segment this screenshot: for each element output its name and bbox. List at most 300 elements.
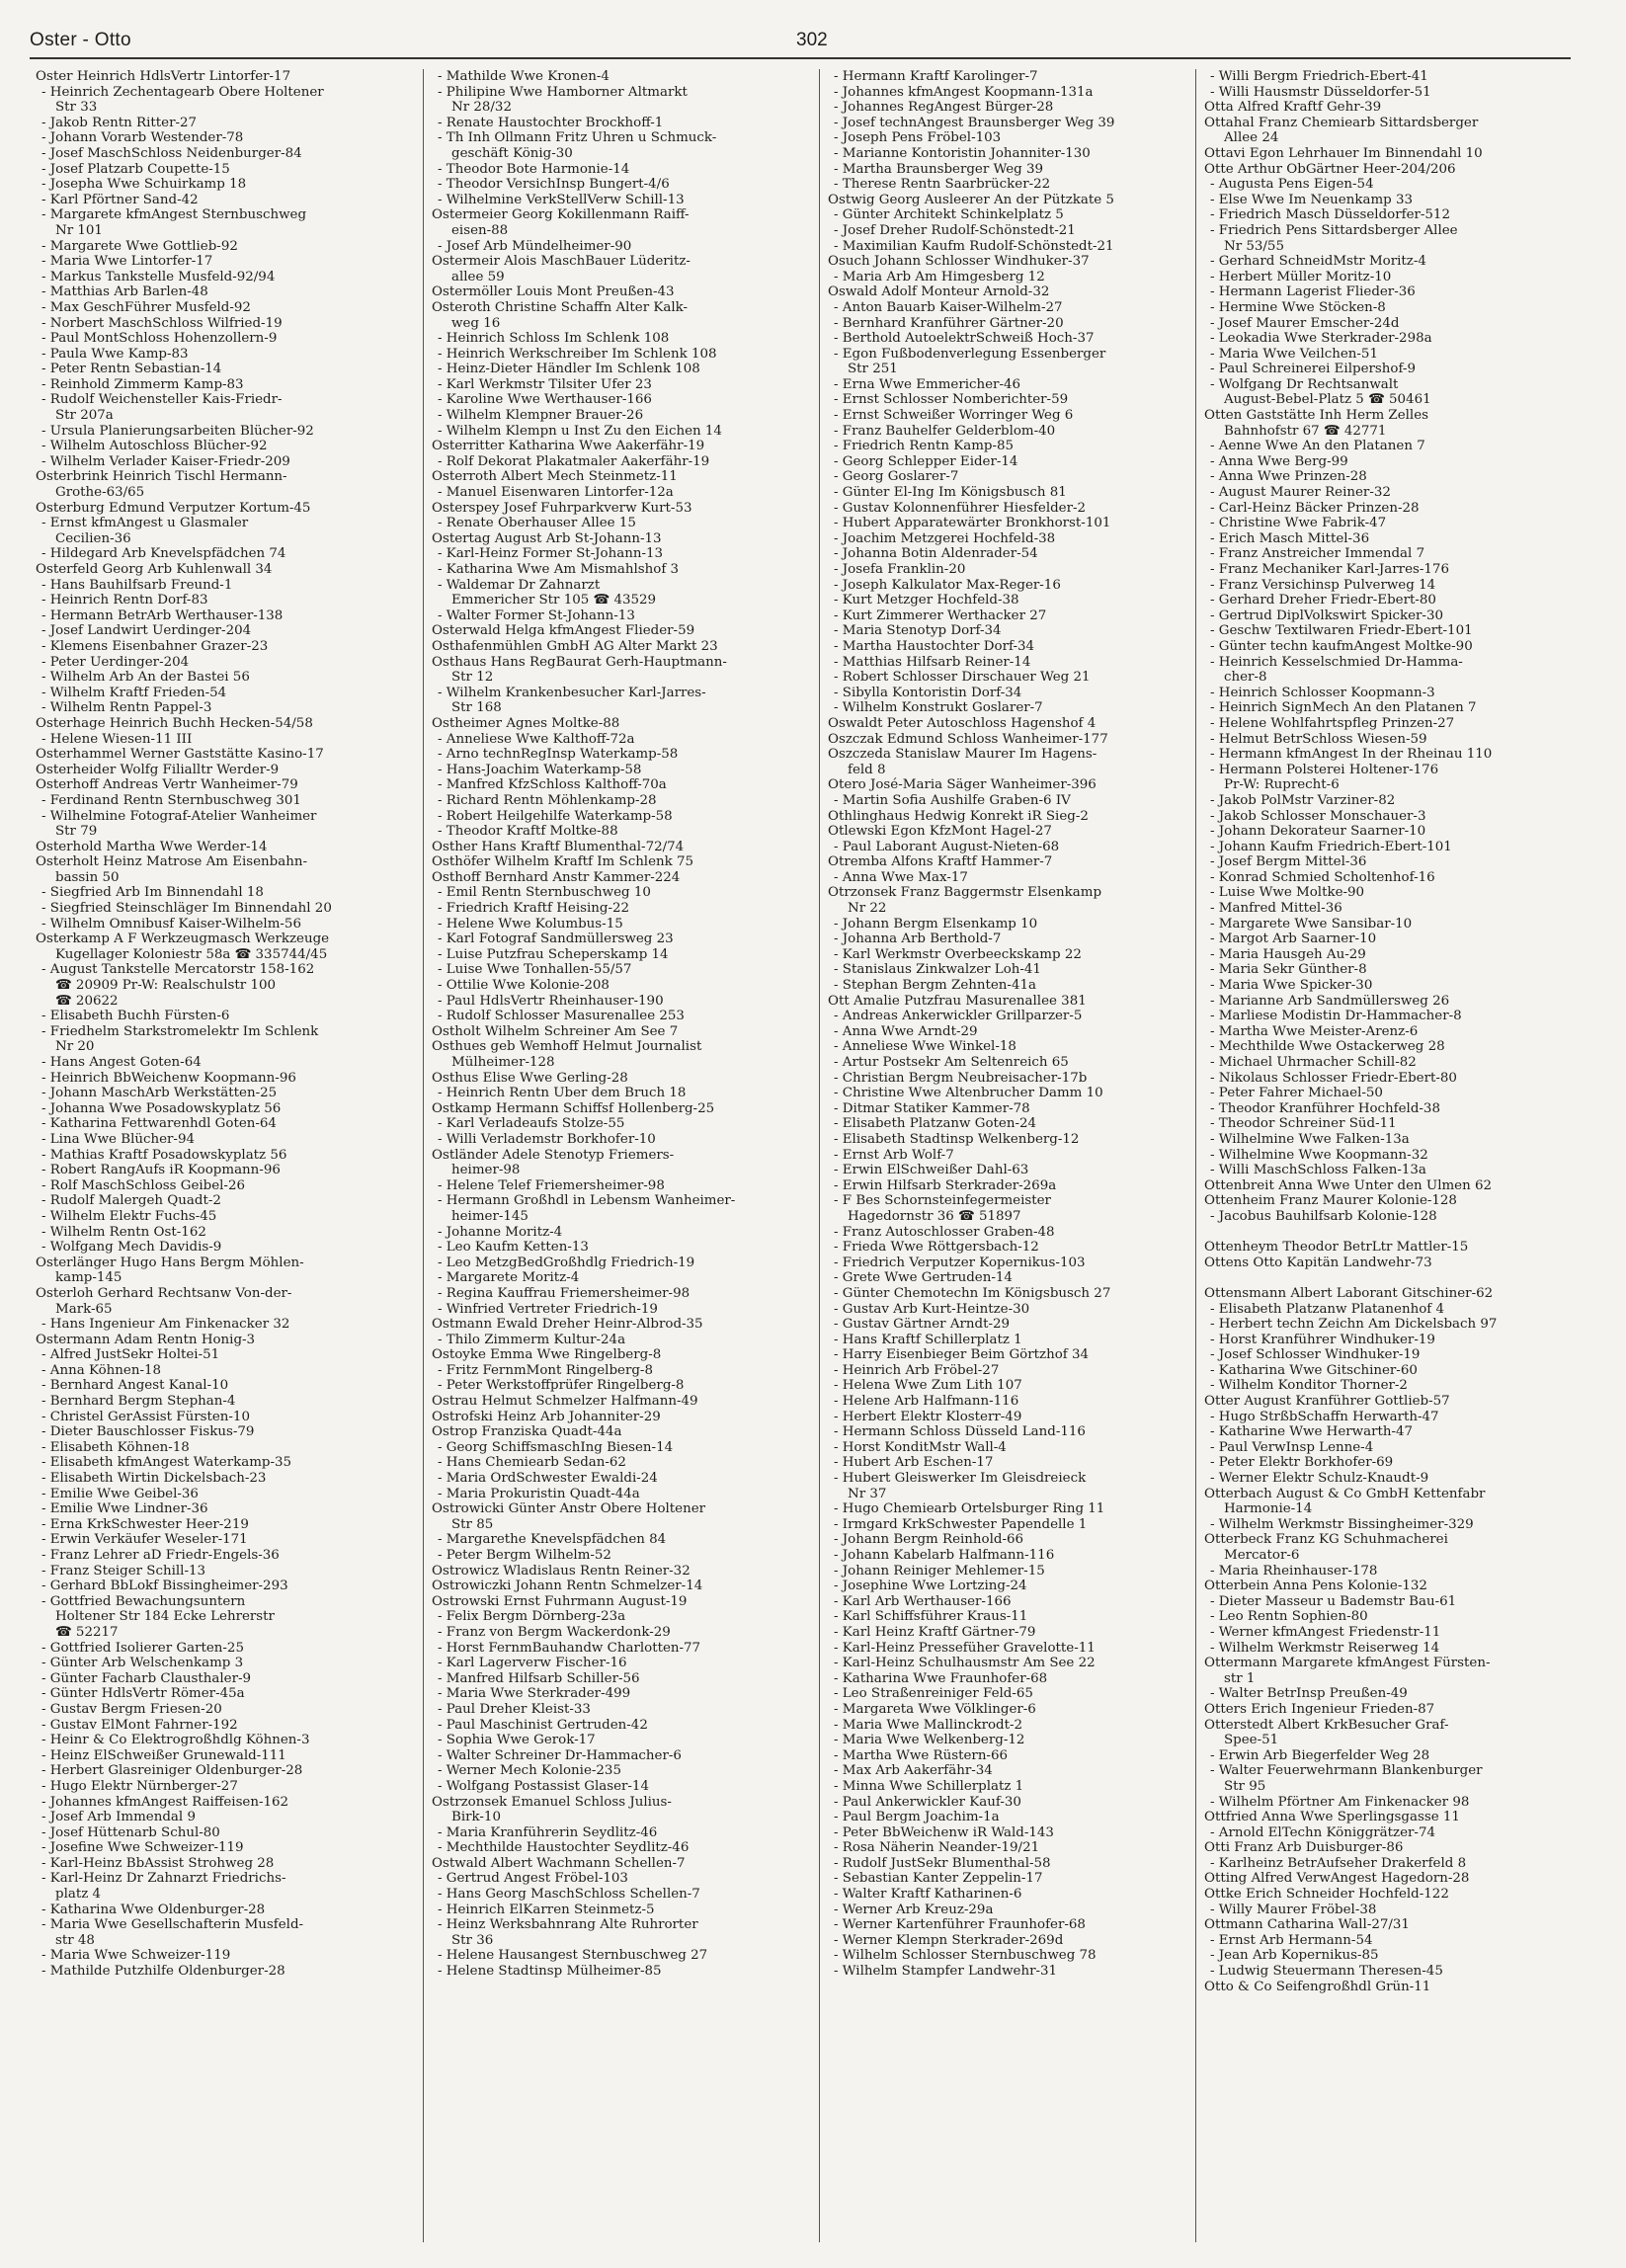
directory-entry-line: Str 12 [451, 670, 494, 686]
directory-entry-line: - Gustav ElMont Fahrner-192 [41, 1717, 238, 1733]
directory-entry-line: Str 33 [55, 100, 98, 116]
directory-entry-line: Ottahal Franz Chemiearb Sittardsberger [1204, 115, 1479, 130]
directory-entry-line: - Johannes kfmAngest Raiffeisen-162 [41, 1794, 289, 1810]
directory-entry-line: - Wilhelmine VerkStellVerw Schill-13 [438, 192, 685, 207]
directory-entry-line: - Leo Straßenreiniger Feld-65 [834, 1686, 1033, 1702]
directory-entry-line: Ostrofski Heinz Arb Johanniter-29 [432, 1409, 661, 1424]
directory-entry-line: Osterspey Josef Fuhrparkverw Kurt-53 [432, 500, 692, 516]
directory-entry-line: Oster Heinrich HdlsVertr Lintorfer-17 [36, 69, 291, 84]
directory-entry-line: - Horst KonditMstr Wall-4 [834, 1439, 1007, 1455]
directory-entry-line: - Heinrich ElKarren Steinmetz-5 [438, 1902, 655, 1917]
directory-entry-line: - Manfred Hilfsarb Schiller-56 [438, 1670, 640, 1686]
directory-entry-line: - Luise Wwe Tonhallen-55/57 [438, 962, 632, 978]
directory-entry-line: - Margarete Moritz-4 [438, 1270, 580, 1286]
directory-entry-line: - Arno technRegInsp Waterkamp-58 [438, 747, 679, 763]
directory-entry-line: - Gustav Bergm Friesen-20 [41, 1701, 222, 1717]
directory-entry-line: - Karl Lagerverw Fischer-16 [438, 1656, 627, 1671]
directory-entry-line: Ostrowski Ernst Fuhrmann August-19 [432, 1593, 688, 1609]
directory-entry-line: - Paul Dreher Kleist-33 [438, 1701, 591, 1717]
directory-entry-line: - Karl Heinz Kraftf Gärtner-79 [834, 1624, 1036, 1640]
directory-entry-line: - Erna Wwe Emmericher-46 [834, 376, 1021, 392]
directory-entry-line: kamp-145 [55, 1270, 122, 1286]
directory-entry-line: - Stephan Bergm Zehnten-41a [834, 978, 1036, 994]
directory-entry-line: - Anna Wwe Prinzen-28 [1210, 469, 1367, 485]
directory-entry-line: Str 207a [55, 408, 114, 424]
directory-entry-line: Ostländer Adele Stenotyp Friemers- [432, 1147, 675, 1163]
directory-entry-line: - Hans-Joachim Waterkamp-58 [438, 762, 642, 777]
directory-entry-line: - Maria Wwe Spicker-30 [1210, 978, 1373, 994]
directory-entry-line: - Josef Hüttenarb Schul-80 [41, 1824, 220, 1840]
directory-entry-line: - Maria Sekr Günther-8 [1210, 962, 1367, 978]
directory-entry-line: Osuch Johann Schlosser Windhuker-37 [828, 254, 1090, 270]
directory-entry-line: - F Bes Schornsteinfegermeister [834, 1193, 1051, 1209]
directory-entry-line: Otterstedt Albert KrkBesucher Graf- [1204, 1717, 1449, 1733]
directory-entry-line: - Katharina Wwe Oldenburger-28 [41, 1902, 266, 1917]
directory-entry-line: - Leo Kaufm Ketten-13 [438, 1240, 589, 1256]
directory-entry-line: - Elisabeth Buchh Fürsten-6 [41, 1009, 230, 1024]
directory-entry-line: - Anna Wwe Arndt-29 [834, 1023, 978, 1039]
directory-entry-line: - Heinrich BbWeichenw Koopmann-96 [41, 1070, 296, 1086]
directory-entry-line: - Konrad Schmied Scholtenhof-16 [1210, 869, 1435, 885]
directory-entry-line: - Anna Wwe Berg-99 [1210, 453, 1348, 469]
directory-entry-line: - Emilie Wwe Geibel-36 [41, 1486, 199, 1501]
directory-entry-line: - Martha Haustochter Dorf-34 [834, 638, 1035, 654]
directory-entry-line: - Herbert techn Zeichn Am Dickelsbach 97 [1210, 1317, 1498, 1333]
directory-entry-line: - Jakob Schlosser Monschauer-3 [1210, 808, 1426, 824]
directory-entry-line: - Minna Wwe Schillerplatz 1 [834, 1778, 1024, 1794]
directory-entry-line: - Helene Telef Friemersheimer-98 [438, 1177, 665, 1193]
directory-entry-line: Otterbeck Franz KG Schuhmacherei [1204, 1532, 1448, 1548]
directory-entry-line: - Maria Wwe Welkenberg-12 [834, 1733, 1025, 1748]
directory-entry-line: - Ernst kfmAngest u Glasmaler [41, 516, 249, 531]
directory-entry-line: - Geschw Textilwaren Friedr-Ebert-101 [1210, 623, 1473, 639]
directory-entry-line: - Karl Verladeaufs Stolze-55 [438, 1116, 625, 1132]
directory-entry-line: - Hans Bauhilfsarb Freund-1 [41, 577, 233, 593]
directory-entry-line: - Maria Wwe Schweizer-119 [41, 1948, 231, 1964]
directory-entry-line: Grothe-63/65 [55, 485, 145, 501]
directory-entry-line: - Robert RangAufs iR Koopmann-96 [41, 1163, 281, 1178]
directory-entry-line: Birk-10 [451, 1810, 501, 1825]
directory-entry-line: - Wolfgang Postassist Glaser-14 [438, 1778, 649, 1794]
directory-entry-line: bassin 50 [55, 869, 120, 885]
directory-entry-line: - Margareta Wwe Völklinger-6 [834, 1701, 1036, 1717]
directory-entry-line: - Theodor Bote Harmonie-14 [438, 161, 630, 177]
directory-entry-line: - Johann Kaufm Friedrich-Ebert-101 [1210, 839, 1452, 854]
directory-entry-line: - Luise Putzfrau Scheperskamp 14 [438, 946, 669, 962]
directory-entry-line: - Rudolf Weichensteller Kais-Friedr- [41, 392, 283, 408]
directory-entry-line: - Josephine Wwe Lortzing-24 [834, 1579, 1027, 1594]
directory-entry-line: - Karl Arb Werthauser-166 [834, 1593, 1012, 1609]
directory-entry-line: - Emil Rentn Sternbuschweg 10 [438, 885, 651, 901]
directory-entry-line: Osterheider Wolfg Filialltr Werder-9 [36, 762, 280, 777]
directory-entry-line: - Maria Wwe Mallinckrodt-2 [834, 1717, 1023, 1733]
directory-entry-line: Ottenbreit Anna Wwe Unter den Ulmen 62 [1204, 1177, 1493, 1193]
directory-entry-line: Otti Franz Arb Duisburger-86 [1204, 1840, 1404, 1856]
directory-entry-line: - Herbert Elektr Klosterr-49 [834, 1409, 1022, 1424]
directory-entry-line: str 1 [1224, 1670, 1256, 1686]
directory-entry-line: - Carl-Heinz Bäcker Prinzen-28 [1210, 500, 1420, 516]
directory-entry-line: - Theodor VersichInsp Bungert-4/6 [438, 177, 670, 193]
directory-entry-line: - Wilhelm Werkmstr Reiserweg 14 [1210, 1640, 1440, 1656]
directory-entry-line: - Katharina Wwe Fraunhofer-68 [834, 1670, 1048, 1686]
directory-entry-line: Ottensmann Albert Laborant Gitschiner-62 [1204, 1285, 1494, 1301]
directory-entry-line: Osthafenmühlen GmbH AG Alter Markt 23 [432, 638, 718, 654]
directory-entry-line: - Erwin Verkäufer Weseler-171 [41, 1532, 248, 1548]
directory-entry-line: - Werner Arb Kreuz-29a [834, 1902, 994, 1917]
directory-entry-line: - Hugo Chemiearb Ortelsburger Ring 11 [834, 1501, 1105, 1517]
directory-entry-line: - Horst Kranführer Windhuker-19 [1210, 1332, 1435, 1347]
directory-entry-line: - Friedhelm Starkstromelektr Im Schlenk [41, 1023, 319, 1039]
directory-entry-line: - Franz Steiger Schill-13 [41, 1563, 206, 1579]
directory-entry-line: Ottfried Anna Wwe Sperlingsgasse 11 [1204, 1810, 1460, 1825]
directory-entry-line: - Wilhelm Rentn Pappel-3 [41, 700, 212, 716]
directory-entry-line: - Josef Landwirt Uerdinger-204 [41, 623, 252, 639]
directory-entry-line: heimer-145 [451, 1208, 528, 1224]
directory-entry-line: - Wilhelm Pförtner Am Finkenacker 98 [1210, 1794, 1470, 1810]
directory-entry-line: - Max Arb Aakerfähr-34 [834, 1763, 993, 1779]
directory-entry-line: - Hildegard Arb Knevelspfädchen 74 [41, 546, 286, 562]
directory-entry-line: Ostwald Albert Wachmann Schellen-7 [432, 1855, 686, 1871]
directory-entry-line: - Josef technAngest Braunsberger Weg 39 [834, 115, 1115, 130]
directory-entry-line: - Walter Former St-Johann-13 [438, 608, 635, 623]
directory-entry-line: - Elisabeth Platzanw Goten-24 [834, 1116, 1037, 1132]
directory-entry-line: - Wilhelm Schlosser Sternbuschweg 78 [834, 1948, 1097, 1964]
directory-entry-line: Pr-W: Ruprecht-6 [1224, 777, 1340, 793]
directory-entry-line: - Therese Rentn Saarbrücker-22 [834, 177, 1051, 193]
directory-entry-line: Osthues geb Wemhoff Helmut Journalist [432, 1039, 702, 1055]
directory-entry-line: Osterlänger Hugo Hans Bergm Möhlen- [36, 1255, 304, 1270]
directory-entry-line: - Anna Wwe Max-17 [834, 869, 968, 885]
directory-entry-line: - Ernst Schweißer Worringer Weg 6 [834, 408, 1074, 424]
directory-entry-line: Ottavi Egon Lehrhauer Im Binnendahl 10 [1204, 145, 1483, 161]
directory-entry-line: - Paul Laborant August-Nieten-68 [834, 839, 1060, 854]
directory-entry-line: - Jean Arb Kopernikus-85 [1210, 1948, 1379, 1964]
directory-entry-line: Osterburg Edmund Verputzer Kortum-45 [36, 500, 311, 516]
directory-entry-line: - Josef Bergm Mittel-36 [1210, 854, 1367, 870]
directory-entry-line: - Winfried Vertreter Friedrich-19 [438, 1301, 658, 1317]
directory-entry-line: - Georg Schlepper Eider-14 [834, 453, 1018, 469]
directory-entry-line: Harmonie-14 [1224, 1501, 1313, 1517]
directory-entry-line: - Heinrich Rentn Dorf-83 [41, 593, 208, 608]
directory-entry-line: - Matthias Hilfsarb Reiner-14 [834, 654, 1031, 670]
directory-entry-line: - Siegfried Steinschläger Im Binnendahl 20 [41, 901, 332, 917]
directory-entry-line: - Georg SchiffsmaschIng Biesen-14 [438, 1439, 674, 1455]
directory-entry-line: - Ernst Schlosser Nomberichter-59 [834, 392, 1069, 408]
directory-entry-line: - Johann Bergm Elsenkamp 10 [834, 916, 1038, 932]
directory-entry-line: - Johann Bergm Reinhold-66 [834, 1532, 1024, 1548]
directory-entry-line: Osterroth Albert Mech Steinmetz-11 [432, 469, 678, 485]
directory-entry-line: - Heinrich Werkschreiber Im Schlenk 108 [438, 346, 717, 362]
directory-entry-line: - Wilhelm Krankenbesucher Karl-Jarres- [438, 685, 706, 700]
directory-entry-line: - Günter Facharb Clausthaler-9 [41, 1670, 252, 1686]
directory-entry-line: - Hermann Großhdl in Lebensm Wanheimer- [438, 1193, 736, 1209]
directory-entry-line: - Hubert Apparatewärter Bronkhorst-101 [834, 516, 1111, 531]
directory-entry-line: - Ernst Arb Hermann-54 [1210, 1932, 1373, 1948]
directory-entry-line: - Wilhelm Konstrukt Goslarer-7 [834, 700, 1043, 716]
directory-entry-line: - Paul Schreinerei Eilpershof-9 [1210, 362, 1416, 377]
directory-entry-line: - Arnold ElTechn Königgrätzer-74 [1210, 1824, 1435, 1840]
directory-entry-line: - Erwin ElSchweißer Dahl-63 [834, 1163, 1029, 1178]
directory-entry-line: - Berthold AutoelektrSchweiß Hoch-37 [834, 331, 1095, 347]
directory-entry-line: - Elisabeth Platzanw Platanenhof 4 [1210, 1301, 1445, 1317]
directory-entry-line: - Josef Platzarb Coupette-15 [41, 161, 230, 177]
directory-entry-line: Otto & Co Seifengroßhdl Grün-11 [1204, 1979, 1431, 1994]
directory-entry-line: - Th Inh Ollmann Fritz Uhren u Schmuck- [438, 130, 717, 146]
directory-entry-line: - Thilo Zimmerm Kultur-24a [438, 1332, 626, 1347]
directory-entry-line: Oszczak Edmund Schloss Wanheimer-177 [828, 731, 1108, 747]
directory-entry-line: - Ditmar Statiker Kammer-78 [834, 1100, 1030, 1116]
page-header [30, 30, 1571, 59]
directory-entry-line: - Jakob Rentn Ritter-27 [41, 115, 198, 130]
directory-entry-line: - Elisabeth kfmAngest Waterkamp-35 [41, 1455, 292, 1471]
directory-entry-line: Oswald Adolf Monteur Arnold-32 [828, 284, 1050, 300]
directory-entry-line: - Heinrich Zechentagearb Obere Holtener [41, 84, 324, 100]
directory-entry-line: - Ludwig Steuermann Theresen-45 [1210, 1964, 1443, 1980]
directory-entry-line: Osterholt Heinz Matrose Am Eisenbahn- [36, 854, 308, 870]
directory-entry-line: - Peter Fahrer Michael-50 [1210, 1086, 1383, 1101]
directory-entry-line: - Gustav Kolonnenführer Hiesfelder-2 [834, 500, 1087, 516]
directory-entry-line: - Else Wwe Im Neuenkamp 33 [1210, 192, 1414, 207]
directory-entry-line: Mercator-6 [1224, 1548, 1300, 1563]
directory-entry-line: Oszczeda Stanislaw Maurer Im Hagens- [828, 747, 1098, 763]
directory-entry-line: - Wilhelm Klempner Brauer-26 [438, 408, 644, 424]
directory-entry-line: - Heinr & Co Elektrogroßhdlg Köhnen-3 [41, 1733, 310, 1748]
directory-entry-line: - Lina Wwe Blücher-94 [41, 1131, 195, 1147]
directory-entry-line: geschäft König-30 [451, 145, 573, 161]
directory-entry-line: - Günter Chemotechn Im Königsbusch 27 [834, 1285, 1111, 1301]
directory-entry-line: Osthus Elise Wwe Gerling-28 [432, 1070, 628, 1086]
directory-entry-line: - Hermine Wwe Stöcken-8 [1210, 299, 1386, 315]
directory-entry-line: - Marianne Kontoristin Johanniter-130 [834, 145, 1091, 161]
directory-entry-line: - Johann Kabelarb Halfmann-116 [834, 1548, 1055, 1563]
directory-entry-line: - Gerhard BbLokf Bissingheimer-293 [41, 1579, 288, 1594]
directory-entry-line: - Wilhelm Elektr Fuchs-45 [41, 1208, 217, 1224]
directory-entry-line: - Werner kfmAngest Friedenstr-11 [1210, 1624, 1441, 1640]
directory-entry-line: - Josepha Wwe Schuirkamp 18 [41, 177, 247, 193]
directory-entry-line: - Ottilie Wwe Kolonie-208 [438, 978, 610, 994]
directory-entry-line: - Friedrich Verputzer Kopernikus-103 [834, 1255, 1086, 1270]
directory-entry-line: Hagedornstr 36 ☎ 51897 [848, 1208, 1021, 1224]
directory-entry-line: - Willi Bergm Friedrich-Ebert-41 [1210, 69, 1428, 84]
directory-entry-line: - Hans Georg MaschSchloss Schellen-7 [438, 1887, 700, 1903]
directory-entry-line: - Peter Bergm Wilhelm-52 [438, 1548, 611, 1563]
directory-entry-line: - Josef MaschSchloss Neidenburger-84 [41, 145, 302, 161]
directory-entry-line: - Leo Rentn Sophien-80 [1210, 1609, 1368, 1625]
directory-entry-line: Bahnhofstr 67 ☎ 42771 [1224, 423, 1387, 439]
directory-entry-line: - Hubert Gleiswerker Im Gleisdreieck [834, 1471, 1087, 1487]
directory-entry-line: - Siegfried Arb Im Binnendahl 18 [41, 885, 264, 901]
directory-entry-line: - Joseph Kalkulator Max-Reger-16 [834, 577, 1061, 593]
directory-entry-line: - Jacobus Bauhilfsarb Kolonie-128 [1210, 1208, 1437, 1224]
directory-entry-line: - Heinrich Schloss Im Schlenk 108 [438, 331, 670, 347]
directory-entry-line: - Dieter Bauschlosser Fiskus-79 [41, 1424, 255, 1440]
directory-entry-line: Nr 22 [848, 901, 887, 917]
directory-entry-line: - Sibylla Kontoristin Dorf-34 [834, 685, 1022, 700]
directory-entry-line: - Rudolf Schlosser Masurenallee 253 [438, 1009, 685, 1024]
directory-entry-line: Osthöfer Wilhelm Kraftf Im Schlenk 75 [432, 854, 694, 870]
directory-entry-line: - Karl-Heinz BbAssist Strohweg 28 [41, 1855, 275, 1871]
directory-entry-line: Otte Arthur ObGärtner Heer-204/206 [1204, 161, 1456, 177]
directory-entry-line: - Wilhelmine Fotograf-Atelier Wanheimer [41, 808, 317, 824]
directory-entry-line: Osterloh Gerhard Rechtsanw Von-der- [36, 1285, 292, 1301]
directory-entry-line: Nr 20 [55, 1039, 95, 1055]
directory-entry-line: - Josef Maurer Emscher-24d [1210, 315, 1400, 331]
column-1 [36, 69, 406, 2247]
directory-entry-line: - Ursula Planierungsarbeiten Blücher-92 [41, 423, 314, 439]
directory-entry-line: Ostrau Helmut Schmelzer Halfmann-49 [432, 1394, 698, 1410]
directory-entry-line: - Hermann Polsterei Holtener-176 [1210, 762, 1439, 777]
directory-entry-line: Ottenheim Franz Maurer Kolonie-128 [1204, 1193, 1457, 1209]
directory-entry-line: - Leokadia Wwe Sterkrader-298a [1210, 331, 1432, 347]
directory-entry-line: - Paula Wwe Kamp-83 [41, 346, 189, 362]
directory-entry-line: ☎ 20909 Pr-W: Realschulstr 100 [55, 978, 277, 994]
directory-entry-line: - Walter Schreiner Dr-Hammacher-6 [438, 1747, 682, 1763]
directory-entry-line: - Wilhelm Klempn u Inst Zu den Eichen 14 [438, 423, 722, 439]
directory-entry-line: - Heinrich Arb Fröbel-27 [834, 1362, 1000, 1378]
directory-entry-line: - Joseph Pens Fröbel-103 [834, 130, 1002, 146]
directory-entry-line: - Reinhold Zimmerm Kamp-83 [41, 376, 244, 392]
directory-entry-line: - Rosa Näherin Neander-19/21 [834, 1840, 1040, 1856]
directory-entry-line: Otter August Kranführer Gottlieb-57 [1204, 1394, 1450, 1410]
directory-entry-line: - Wilhelm Arb An der Bastei 56 [41, 670, 250, 686]
directory-entry-line: - Hermann Lagerist Flieder-36 [1210, 284, 1416, 300]
directory-entry-line: - Paul VerwInsp Lenne-4 [1210, 1439, 1374, 1455]
directory-entry-line: - Philipine Wwe Hamborner Altmarkt [438, 84, 688, 100]
directory-entry-line: - Mechthilde Wwe Ostackerweg 28 [1210, 1039, 1445, 1055]
directory-entry-line: - Michael Uhrmacher Schill-82 [1210, 1055, 1417, 1070]
directory-entry-line: Str 168 [451, 700, 502, 716]
directory-entry-line: - Hans Chemiearb Sedan-62 [438, 1455, 626, 1471]
directory-entry-line: - Maria Rheinhauser-178 [1210, 1563, 1378, 1579]
directory-entry-line: - Peter Rentn Sebastian-14 [41, 362, 222, 377]
directory-entry-line: - Maria OrdSchwester Ewaldi-24 [438, 1471, 658, 1487]
directory-entry-line: - Josef Arb Mündelheimer-90 [438, 238, 632, 254]
directory-entry-line: Ostermann Adam Rentn Honig-3 [36, 1332, 256, 1347]
directory-entry-line: - Elisabeth Köhnen-18 [41, 1439, 190, 1455]
directory-entry-line: - Franz Versichinsp Pulverweg 14 [1210, 577, 1436, 593]
directory-entry-line: - Gottfried Isolierer Garten-25 [41, 1640, 244, 1656]
directory-entry-line: - Klemens Eisenbahner Grazer-23 [41, 638, 269, 654]
directory-entry-line: - Gerhard SchneidMstr Moritz-4 [1210, 254, 1426, 270]
directory-entry-line: - Regina Kauffrau Friemersheimer-98 [438, 1285, 691, 1301]
directory-entry-line: - Waldemar Dr Zahnarzt [438, 577, 601, 593]
directory-entry-line: - Friedrich Masch Düsseldorfer-512 [1210, 207, 1450, 223]
directory-entry-line: - Bernhard Angest Kanal-10 [41, 1378, 229, 1394]
directory-entry-line: - Martha Braunsberger Weg 39 [834, 161, 1043, 177]
directory-entry-line: allee 59 [451, 269, 505, 284]
directory-entry-line: - Bernhard Bergm Stephan-4 [41, 1394, 236, 1410]
directory-entry-line: - Helene Stadtinsp Mülheimer-85 [438, 1964, 662, 1980]
directory-entry-line: - Wilhelm Stampfer Landwehr-31 [834, 1964, 1058, 1980]
directory-entry-line: - Hubert Arb Eschen-17 [834, 1455, 994, 1471]
directory-entry-line: - Fritz FernmMont Ringelberg-8 [438, 1362, 653, 1378]
directory-entry-line: Str 85 [451, 1516, 494, 1532]
directory-entry-line: - Theodor Kraftf Moltke-88 [438, 824, 618, 840]
directory-entry-line: - Rolf MaschSchloss Geibel-26 [41, 1177, 245, 1193]
directory-entry-line: - Johannes kfmAngest Koopmann-131a [834, 84, 1094, 100]
directory-entry-line: Osthoff Bernhard Anstr Kammer-224 [432, 869, 681, 885]
directory-entry-line: - Georg Goslarer-7 [834, 469, 959, 485]
directory-entry-line: - Martha Wwe Meister-Arenz-6 [1210, 1023, 1419, 1039]
directory-entry-line: - Friedrich Kraftf Heising-22 [438, 901, 630, 917]
directory-entry-line: Kugellager Koloniestr 58a ☎ 335744/45 [55, 946, 328, 962]
directory-entry-line: Mark-65 [55, 1301, 113, 1317]
directory-entry-line: Ostkamp Hermann Schiffsf Hollenberg-25 [432, 1100, 715, 1116]
directory-entry-line: - August Maurer Reiner-32 [1210, 485, 1391, 501]
directory-entry-line: Str 79 [55, 824, 98, 840]
directory-entry-line: - Heinz-Dieter Händler Im Schlenk 108 [438, 362, 700, 377]
directory-entry-line: Otten Gaststätte Inh Herm Zelles [1204, 408, 1429, 424]
directory-entry-line: - Werner Kartenführer Fraunhofer-68 [834, 1917, 1086, 1933]
directory-entry-line: - Karl-Heinz Former St-Johann-13 [438, 546, 664, 562]
directory-entry-line: - Sophia Wwe Gerok-17 [438, 1733, 596, 1748]
directory-entry-line: Osterbrink Heinrich Tischl Hermann- [36, 469, 287, 485]
directory-entry-line: - Johanna Botin Aldenrader-54 [834, 546, 1038, 562]
directory-entry-line: - Wilhelm Rentn Ost-162 [41, 1224, 206, 1240]
directory-entry-line: - Karl Schiffsführer Kraus-11 [834, 1609, 1028, 1625]
directory-entry-line: Ostermöller Louis Mont Preußen-43 [432, 284, 675, 300]
directory-entry-line: ☎ 20622 [55, 993, 119, 1009]
directory-entry-line: - Mathias Kraftf Posadowskyplatz 56 [41, 1147, 287, 1163]
directory-entry-line: - Willi Verlademstr Borkhofer-10 [438, 1131, 656, 1147]
directory-entry-line: Othlinghaus Hedwig Konrekt iR Sieg-2 [828, 808, 1089, 824]
directory-entry-line: Ostermeier Georg Kokillenmann Raiff- [432, 207, 690, 223]
directory-entry-line: - Walter Feuerwehrmann Blankenburger [1210, 1763, 1483, 1779]
directory-entry-line: - Herbert Glasreiniger Oldenburger-28 [41, 1763, 303, 1779]
directory-entry-line: - Grete Wwe Gertruden-14 [834, 1270, 1013, 1286]
directory-entry-line: Ostrzonsek Emanuel Schloss Julius- [432, 1794, 672, 1810]
directory-entry-line: Osterhoff Andreas Vertr Wanheimer-79 [36, 777, 298, 793]
directory-entry-line: - Maria Prokuristin Quadt-44a [438, 1486, 640, 1501]
directory-entry-line: Allee 24 [1224, 130, 1279, 146]
directory-entry-line: - Hermann BetrArb Werthauser-138 [41, 608, 284, 623]
directory-entry-line: - Franz Lehrer aD Friedr-Engels-36 [41, 1548, 280, 1563]
directory-entry-line: Osthaus Hans RegBaurat Gerh-Hauptmann- [432, 654, 727, 670]
directory-entry-line: - Günter techn kaufmAngest Moltke-90 [1210, 638, 1473, 654]
directory-entry-line: Osterhage Heinrich Buchh Hecken-54/58 [36, 715, 313, 731]
directory-entry-line: Osterfeld Georg Arb Kuhlenwall 34 [36, 562, 273, 577]
directory-entry-line: - Walter BetrInsp Preußen-49 [1210, 1686, 1408, 1702]
directory-entry-line: - Heinrich Rentn Über dem Bruch 18 [438, 1086, 687, 1101]
directory-entry-line: cher-8 [1224, 670, 1267, 686]
directory-entry-line: - Werner Mech Kolonie-235 [438, 1763, 621, 1779]
directory-entry-line: - Wilhelm Konditor Thorner-2 [1210, 1378, 1408, 1394]
directory-entry-line: - Andreas Ankerwickler Grillparzer-5 [834, 1009, 1083, 1024]
page-number: 302 [796, 30, 828, 50]
directory-entry-line: Ostheimer Agnes Moltke-88 [432, 715, 620, 731]
directory-entry-line: - Maria Arb Am Himgesberg 12 [834, 269, 1045, 284]
directory-entry-line: - Joachim Metzgerei Hochfeld-38 [834, 530, 1056, 546]
directory-entry-line: - Hans Kraftf Schillerplatz 1 [834, 1332, 1022, 1347]
directory-entry-line: - Gerhard Dreher Friedr-Ebert-80 [1210, 593, 1436, 608]
directory-entry-line: Nr 37 [848, 1486, 887, 1501]
directory-entry-line: Otterbach August & Co GmbH Kettenfabr [1204, 1486, 1486, 1501]
directory-entry-line: - Rudolf Malergeh Quadt-2 [41, 1193, 221, 1209]
directory-entry-line: - Norbert MaschSchloss Wilfried-19 [41, 315, 283, 331]
directory-entry-line: - Manfred KfzSchloss Kalthoff-70a [438, 777, 667, 793]
directory-entry-line: August-Bebel-Platz 5 ☎ 50461 [1224, 392, 1431, 408]
directory-entry-line: Ottens Otto Kapitän Landwehr-73 [1204, 1255, 1432, 1270]
directory-entry-line: Otremba Alfons Kraftf Hammer-7 [828, 854, 1053, 870]
directory-entry-line: - Theodor Kranführer Hochfeld-38 [1210, 1100, 1440, 1116]
column-divider [423, 69, 424, 2242]
directory-entry-line: - Kurt Zimmerer Werthacker 27 [834, 608, 1047, 623]
directory-entry-line: - Anneliese Wwe Winkel-18 [834, 1039, 1016, 1055]
directory-entry-line: - Erich Masch Mittel-36 [1210, 530, 1370, 546]
directory-entry-line: Osterkamp A F Werkzeugmasch Werkzeuge [36, 932, 330, 947]
directory-entry-line: - Günter Architekt Schinkelplatz 5 [834, 207, 1064, 223]
directory-entry-line: - Irmgard KrkSchwester Papendelle 1 [834, 1516, 1088, 1532]
